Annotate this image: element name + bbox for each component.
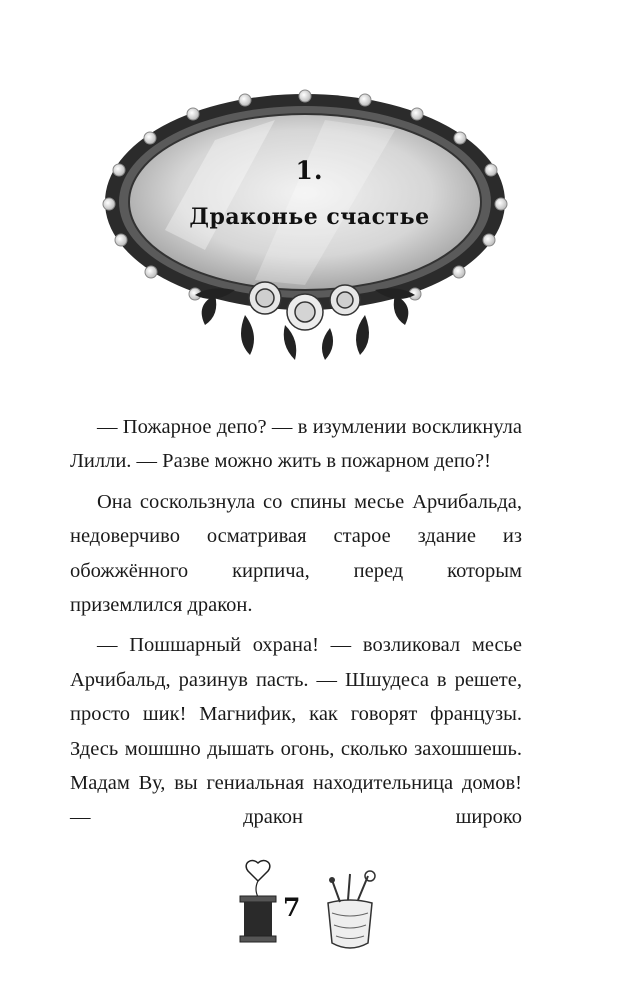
chapter-number: 1.: [295, 156, 324, 185]
page-number: 7: [283, 893, 301, 922]
sewing-basket-icon: [328, 871, 375, 948]
body-text: [70, 410, 522, 841]
heart-spool-icon: [240, 861, 276, 942]
paragraph-3: — Пошшарный охрана! — возликовал месье Арчибальд, разинув пасть. — Шшудеса в решете, просто шик! Магнифик, как говорят французы. Здесь мошшно дышать огонь, сколько захошшешь. Мадам Ву, вы гениальная находительница домов! — дракон широко: [70, 634, 522, 829]
footer-decoration: [220, 858, 400, 958]
paragraph-2: Она соскользнула со спины месье Арчибальда, недоверчиво осматривая старое здание из обожжённого кирпича, перед которым приземлился дракон.: [70, 490, 522, 617]
paragraph-1: — Пожарное депо? — в изумлении воскликнула Лилли. — Разве можно жить в пожарном депо?!: [70, 416, 522, 473]
chapter-title: Драконье счастье: [189, 204, 430, 230]
